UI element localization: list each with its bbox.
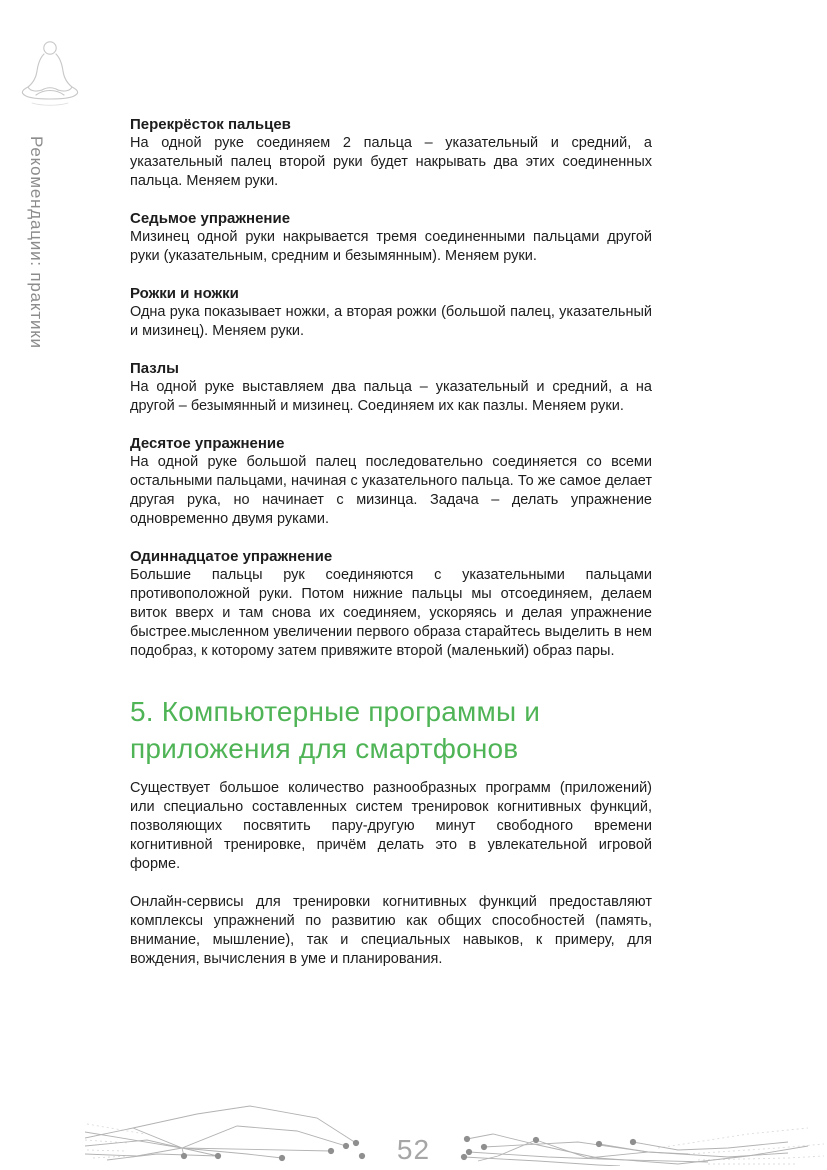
meditation-icon <box>13 38 87 108</box>
exercise-section <box>130 359 652 416</box>
chapter-paragraph: Онлайн-сервисы для тренировки когнитивных функций предоставляют комплексы упражнений по развитию как общих способностей (память, внимание, мышление), так и специальных навыков, к примеру, для вождения, вычисления в уме и планирования. <box>130 894 652 967</box>
section-title: Одиннадцатое упражнение <box>130 548 333 565</box>
section-body: Одна рука показывает ножки, а вторая рожки (большой палец, указательный и мизинец). Меняем руки. <box>130 304 652 339</box>
section-body: На одной руке соединяем 2 пальца – указательный и средний, а указательный палец второй руки будет накрывать два этих соединенных пальца. Меняем руки. <box>130 135 652 189</box>
exercise-section <box>130 209 652 266</box>
exercise-section <box>130 115 652 191</box>
page-number: 52 <box>396 1134 431 1165</box>
chapter-paragraph: Существует большое количество разнообразных программ (приложений) или специально составленных систем тренировок когнитивных функций, позволяющих посвятить пару-другую минут свободного времени когнитивной тренировке, причём делать это в увлекательной игровой форме. <box>130 780 652 872</box>
section-title: Десятое упражнение <box>130 435 285 452</box>
section-body: На одной руке выставляем два пальца – указательный и средний, а на другой – безымянный и мизинец. Соединяем их как пазлы. Меняем руки. <box>130 379 652 414</box>
section-title: Пазлы <box>130 360 179 377</box>
section-body: На одной руке большой палец последовательно соединяется со всеми остальными пальцами, начиная с указательного пальца. То же самое делает другая рука, но начинает с мизинца. Задача – делать упражнение одновременно двумя руками. <box>130 454 652 527</box>
section-title: Рожки и ножки <box>130 285 239 302</box>
section-body: Мизинец одной руки накрывается тремя соединенными пальцами другой руки (указательным, средним и безымянным). Меняем руки. <box>130 229 652 264</box>
section-body: Большие пальцы рук соединяются с указательными пальцами противоположной руки. Потом нижние пальцы мы отсоединяем, делаем виток вверх и там снова их соединяем, ускоряясь и делая упражнение быстрее.мысленном увеличении первого образа старайтесь выделить в нем подобраз, к которому затем привяжите второй (маленький) образ пары. <box>130 567 652 659</box>
sidebar-chapter-label: Рекомендации: практики <box>27 136 46 349</box>
section-title: Перекрёсток пальцев <box>130 116 291 133</box>
exercise-section <box>130 434 652 529</box>
chapter-title: 5. Компьютерные программы и приложения для смартфонов <box>130 696 541 764</box>
exercise-section <box>130 284 652 341</box>
exercise-section <box>130 547 652 661</box>
section-title: Седьмое упражнение <box>130 210 291 227</box>
content-column <box>130 115 652 988</box>
